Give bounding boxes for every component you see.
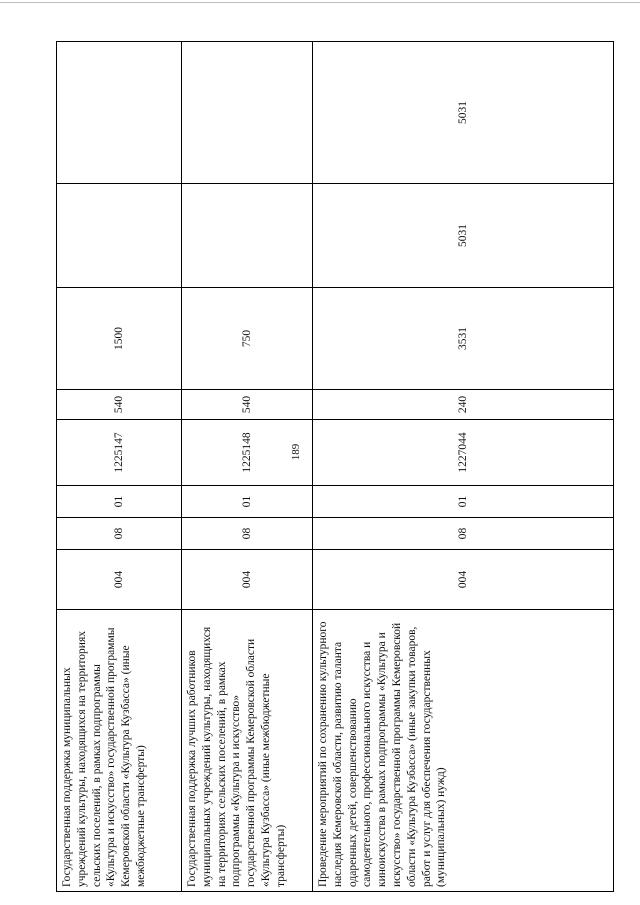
row-description: Государственная поддержка лучших работников муниципальных учреждений культуры, находящихся на территориях сельских поселений, в рамках подпрограммы «Культура и искусство» государственной программы Кемеровской области «Культура Кузбасса» (иные межбюджетные трансферты) xyxy=(182,610,313,892)
cell-target-article: 1227044 xyxy=(313,420,614,486)
cell-code: 004 xyxy=(57,550,182,610)
table-row xyxy=(182,42,313,892)
cell-amount-2 xyxy=(57,184,182,288)
cell-amount-3 xyxy=(57,42,182,184)
budget-table xyxy=(56,41,614,892)
cell-section: 08 xyxy=(313,518,614,550)
cell-subsection: 01 xyxy=(57,486,182,518)
row-description: Проведение мероприятий по сохранению культурного наследия Кемеровской области, развитию таланта одаренных детей, совершенствованию самодеятельного, профессионального искусства и киноискусства в рамках подпрограммы «Культура и искусство» государственной программы Кемеровской области «Культура Кузбасса» (иные закупки товаров, работ и услуг для обеспечения государственных (муниципальных) нужд) xyxy=(313,610,614,892)
cell-amount-1: 750 xyxy=(182,288,313,390)
top-rule xyxy=(0,2,640,3)
cell-code: 004 xyxy=(182,550,313,610)
cell-expense-type: 540 xyxy=(182,390,313,420)
cell-target-article: 1225148 xyxy=(182,420,313,486)
rotated-table-container xyxy=(56,42,613,892)
cell-target-article: 1225147 xyxy=(57,420,182,486)
cell-section: 08 xyxy=(182,518,313,550)
table-row xyxy=(313,42,614,892)
cell-amount-1: 1500 xyxy=(57,288,182,390)
cell-subsection: 01 xyxy=(313,486,614,518)
cell-amount-1: 3531 xyxy=(313,288,614,390)
table-row xyxy=(57,42,182,892)
cell-subsection: 01 xyxy=(182,486,313,518)
cell-amount-3 xyxy=(182,42,313,184)
cell-code: 004 xyxy=(313,550,614,610)
cell-section: 08 xyxy=(57,518,182,550)
cell-amount-3: 5031 xyxy=(313,42,614,184)
cell-amount-2 xyxy=(182,184,313,288)
cell-expense-type: 540 xyxy=(57,390,182,420)
row-description: Государственная поддержка муниципальных учреждений культуры, находящихся на территориях сельских поселений, в рамках подпрограммы «Культура и искусство» государственной программы Кемеровской области «Культура Кузбасса» (иные межбюджетные трансферты) xyxy=(57,610,182,892)
cell-amount-2: 5031 xyxy=(313,184,614,288)
page-number: 189 xyxy=(290,443,302,461)
cell-expense-type: 240 xyxy=(313,390,614,420)
